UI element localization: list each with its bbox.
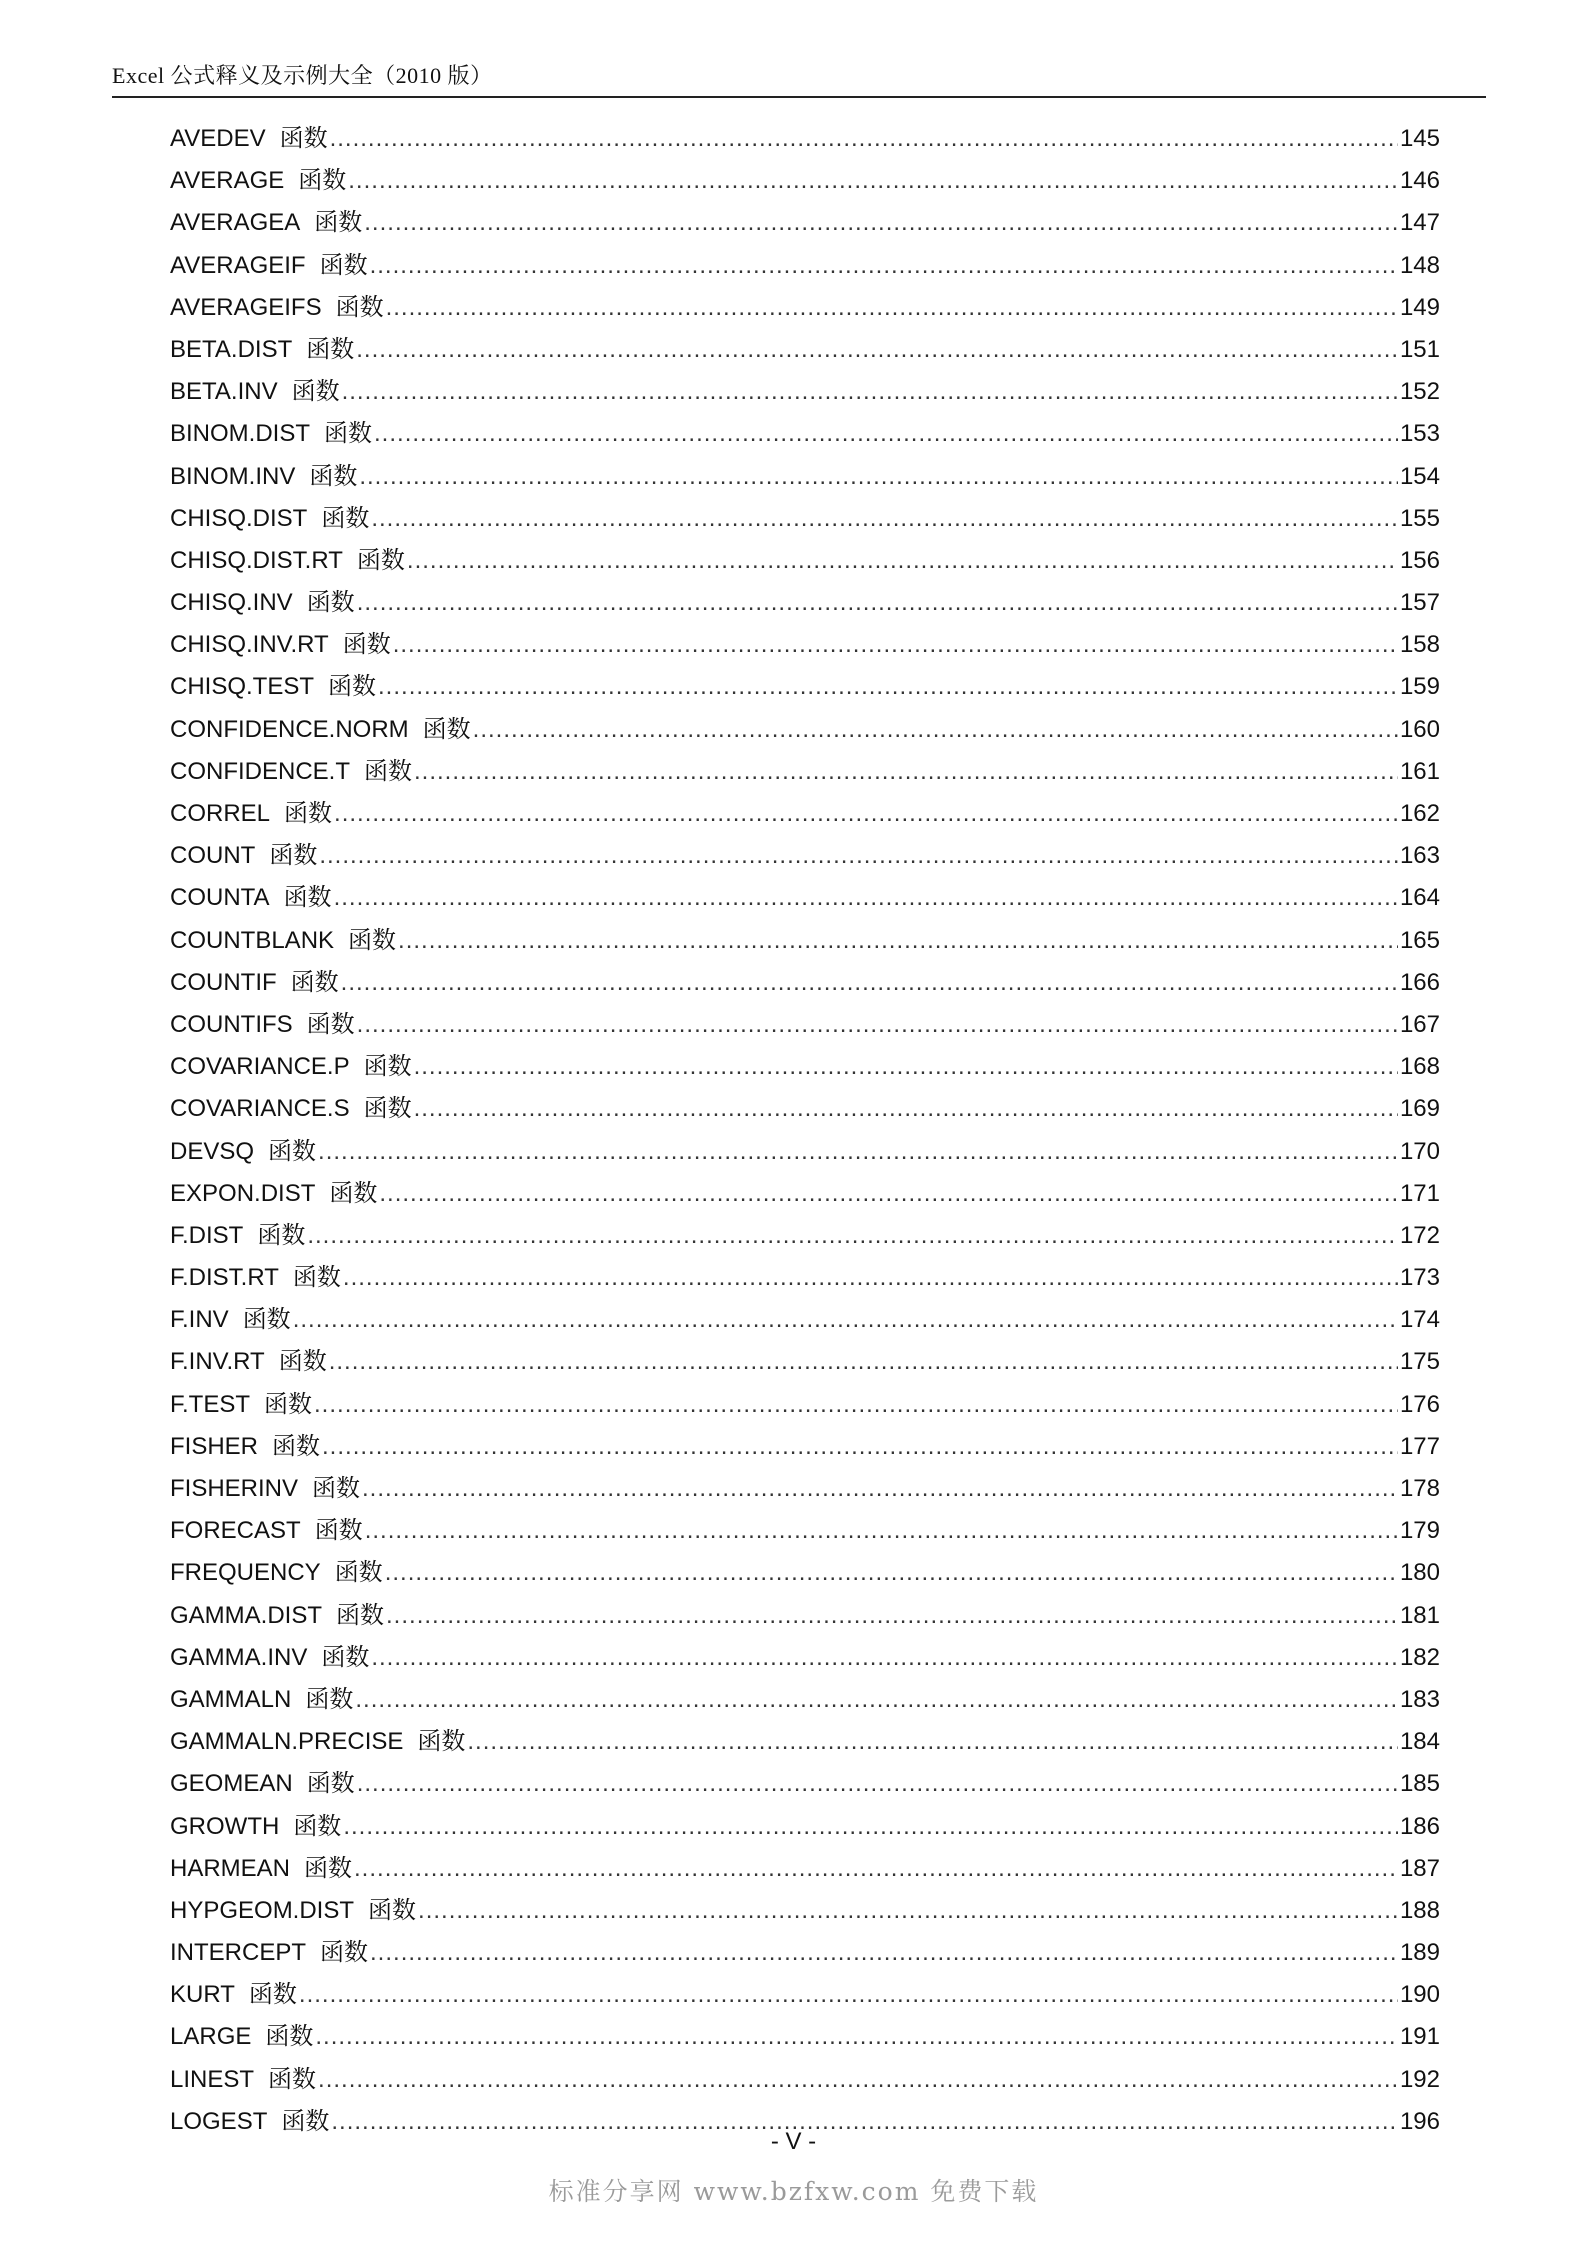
toc-entry-page: 182: [1399, 1643, 1440, 1671]
toc-entry-suffix: 函数: [336, 1601, 385, 1629]
toc-entry-name: GEOMEAN: [170, 1770, 293, 1798]
toc-entry-suffix: 函数: [284, 800, 333, 827]
toc-entry[interactable]: [170, 582, 1440, 624]
toc-entry[interactable]: [170, 2059, 1440, 2101]
toc-entry-page: 181: [1399, 1601, 1440, 1629]
dot-leader: [341, 962, 1398, 1004]
toc-entry-suffix: 函数: [264, 1390, 313, 1418]
toc-entry-name: LOGEST: [170, 2107, 268, 2135]
toc-entry-suffix: 函数: [320, 1939, 369, 1967]
toc-entry-page: 163: [1399, 842, 1440, 870]
toc-entry-page: 146: [1399, 167, 1440, 195]
toc-entry-page: 167: [1399, 1010, 1440, 1038]
toc-entry[interactable]: [170, 540, 1440, 582]
toc-entry-page: 161: [1399, 757, 1440, 785]
toc-entry[interactable]: [170, 751, 1440, 793]
toc-entry-page: 174: [1399, 1306, 1440, 1334]
toc-entry-name: GAMMALN: [170, 1685, 292, 1713]
toc-entry-page: 147: [1399, 209, 1440, 237]
dot-leader: [370, 1932, 1398, 1974]
toc-entry[interactable]: [170, 1763, 1440, 1805]
dot-leader: [386, 1595, 1398, 1637]
toc-entry-name: BETA.INV: [170, 378, 278, 406]
toc-entry-suffix: 函数: [268, 1137, 317, 1165]
toc-entry[interactable]: [170, 1299, 1440, 1341]
toc-entry-page: 188: [1399, 1896, 1440, 1924]
toc-entry[interactable]: [170, 1637, 1440, 1679]
toc-entry-suffix: 函数: [348, 926, 397, 954]
toc-entry-suffix: 函数: [312, 1475, 361, 1502]
dot-leader: [348, 160, 1398, 202]
toc-entry-name: AVEDEV: [170, 125, 266, 152]
toc-entry-suffix: 函数: [306, 1770, 355, 1798]
toc-entry-suffix: 函数: [314, 1517, 363, 1545]
toc-entry-suffix: 函数: [279, 125, 328, 152]
dot-leader: [355, 1679, 1398, 1721]
toc-entry-suffix: 函数: [265, 2023, 314, 2051]
toc-entry-suffix: 函数: [309, 462, 358, 490]
toc-entry-page: 158: [1399, 631, 1440, 659]
toc-entry[interactable]: [170, 877, 1440, 919]
toc-entry-page: 186: [1399, 1812, 1440, 1840]
toc-entry-name: CORREL: [170, 800, 271, 827]
header-title: Excel 公式释义及示例大全（2010 版）: [112, 63, 493, 88]
toc-entry[interactable]: [170, 1088, 1440, 1130]
dot-leader: [357, 1763, 1398, 1805]
toc-entry[interactable]: [170, 1932, 1440, 1974]
toc-entry[interactable]: [170, 1341, 1440, 1383]
toc-entry-name: GAMMA.DIST: [170, 1601, 323, 1629]
toc-entry-page: 168: [1399, 1053, 1440, 1081]
toc-entry-page: 169: [1399, 1095, 1440, 1123]
toc-entry-suffix: 函数: [328, 673, 377, 701]
toc-entry-page: 149: [1399, 293, 1440, 321]
toc-entry-suffix: 函数: [321, 1643, 370, 1671]
toc-entry-name: COUNTBLANK: [170, 926, 335, 954]
toc-entry[interactable]: [170, 245, 1440, 287]
page-header: [112, 58, 1486, 98]
toc-entry-page: 190: [1399, 1981, 1440, 2009]
dot-leader: [418, 1890, 1398, 1932]
toc-entry-name: AVERAGEIFS: [170, 293, 322, 321]
toc-entry-name: CHISQ.INV: [170, 589, 293, 617]
dot-leader: [362, 1468, 1398, 1510]
toc-entry-suffix: 函数: [290, 968, 339, 996]
toc-entry[interactable]: [170, 1890, 1440, 1932]
toc-entry[interactable]: [170, 835, 1440, 877]
toc-entry-name: KURT: [170, 1981, 235, 2009]
toc-entry-suffix: 函数: [324, 420, 373, 448]
toc-entry-page: 154: [1399, 462, 1440, 490]
toc-entry-suffix: 函数: [272, 1432, 321, 1460]
toc-entry-name: INTERCEPT: [170, 1939, 307, 1967]
toc-entry-name: DEVSQ: [170, 1137, 255, 1165]
toc-entry-suffix: 函数: [304, 1854, 353, 1882]
toc-entry-name: GROWTH: [170, 1812, 280, 1840]
toc-entry[interactable]: [170, 624, 1440, 666]
toc-entry[interactable]: [170, 118, 1440, 160]
toc-entry[interactable]: [170, 1974, 1440, 2016]
toc-entry-page: 178: [1399, 1475, 1440, 1502]
toc-entry-suffix: 函数: [319, 251, 368, 279]
toc-entry-suffix: 函数: [306, 335, 355, 363]
toc-entry-page: 164: [1399, 884, 1440, 912]
dot-leader: [386, 287, 1398, 329]
toc-entry[interactable]: [170, 371, 1440, 413]
dot-leader: [374, 413, 1398, 455]
dot-leader: [319, 835, 1398, 877]
toc-entry-suffix: 函数: [368, 1896, 417, 1924]
toc-entry-page: 173: [1399, 1264, 1440, 1292]
toc-entry-page: 162: [1399, 800, 1440, 827]
toc-entry-page: 152: [1399, 378, 1440, 406]
dot-leader: [398, 920, 1398, 962]
dot-leader: [467, 1721, 1398, 1763]
toc-entry[interactable]: [170, 1004, 1440, 1046]
dot-leader: [315, 2016, 1398, 2058]
toc-entry[interactable]: [170, 1173, 1440, 1215]
toc-entry-name: FISHERINV: [170, 1475, 299, 1502]
toc-entry-name: COUNT: [170, 842, 256, 870]
toc-entry-suffix: 函数: [281, 2107, 330, 2135]
dot-leader: [379, 1173, 1398, 1215]
dot-leader: [342, 371, 1398, 413]
dot-leader: [318, 1131, 1398, 1173]
toc-entry-suffix: 函数: [291, 378, 340, 406]
dot-leader: [334, 793, 1398, 835]
toc-entry-page: 183: [1399, 1685, 1440, 1713]
dot-leader: [329, 1341, 1398, 1383]
toc-entry-name: AVERAGEIF: [170, 251, 306, 279]
toc-entry-suffix: 函数: [363, 1053, 412, 1081]
toc-entry-name: COUNTIF: [170, 968, 277, 996]
dot-leader: [357, 582, 1398, 624]
toc-entry-suffix: 函数: [342, 631, 391, 659]
toc-entry-suffix: 函数: [257, 1221, 306, 1249]
dot-leader: [322, 1426, 1398, 1468]
toc-entry-name: F.INV.RT: [170, 1348, 265, 1376]
toc-entry-suffix: 函数: [364, 757, 412, 785]
dot-leader: [393, 624, 1398, 666]
toc-entry[interactable]: [170, 1595, 1440, 1637]
toc-entry-suffix: 函数: [242, 1306, 291, 1334]
dot-leader: [343, 1257, 1398, 1299]
watermark-text: 标准分享网 www.bzfxw.com 免费下载: [548, 2177, 1039, 2206]
toc-entry-suffix: 函数: [306, 1010, 355, 1038]
toc-entry-suffix: 函数: [305, 1685, 354, 1713]
toc-entry-suffix: 函数: [292, 1264, 341, 1292]
toc-entry-page: 196: [1399, 2107, 1440, 2135]
toc-entry[interactable]: [170, 1510, 1440, 1552]
toc-entry[interactable]: [170, 920, 1440, 962]
toc-entry-name: COUNTA: [170, 884, 270, 912]
dot-leader: [371, 498, 1398, 540]
dot-leader: [293, 1299, 1398, 1341]
toc-entry-name: CHISQ.INV.RT: [170, 631, 329, 659]
toc-entry-suffix: 函数: [269, 842, 318, 870]
toc-entry-page: 165: [1399, 926, 1440, 954]
dot-leader: [371, 1637, 1398, 1679]
toc-entry-suffix: 函数: [298, 167, 347, 195]
toc-entry-page: 176: [1399, 1390, 1440, 1418]
toc-entry-suffix: 函数: [283, 884, 332, 912]
dot-leader: [357, 1004, 1398, 1046]
toc-entry[interactable]: [170, 160, 1440, 202]
toc-entry-name: EXPON.DIST: [170, 1179, 316, 1207]
toc-entry-suffix: 函数: [334, 1559, 383, 1587]
toc-entry-page: 175: [1399, 1348, 1440, 1376]
dot-leader: [370, 245, 1398, 287]
toc-entry-name: F.DIST.RT: [170, 1264, 279, 1292]
toc-entry-page: 170: [1399, 1137, 1440, 1165]
dot-leader: [365, 1510, 1398, 1552]
toc-entry-page: 148: [1399, 251, 1440, 279]
toc-entry-suffix: 函数: [329, 1179, 378, 1207]
toc-entry-page: 145: [1399, 125, 1440, 152]
toc-entry-name: AVERAGE: [170, 167, 285, 195]
dot-leader: [334, 877, 1398, 919]
toc-entry-suffix: 函数: [268, 2065, 317, 2093]
toc-entry-name: COVARIANCE.P: [170, 1053, 350, 1081]
dot-leader: [364, 202, 1398, 244]
dot-leader: [318, 2059, 1398, 2101]
toc-entry-suffix: 函数: [422, 715, 471, 743]
toc-entry[interactable]: [170, 1468, 1440, 1510]
toc-entry[interactable]: [170, 1046, 1440, 1088]
toc-entry-page: 157: [1399, 589, 1440, 617]
toc-entry-name: FISHER: [170, 1432, 259, 1460]
dot-leader: [414, 751, 1398, 793]
toc-entry-page: 151: [1399, 335, 1440, 363]
dot-leader: [414, 1046, 1398, 1088]
toc-entry-name: LARGE: [170, 2023, 252, 2051]
toc-entry-suffix: 函数: [363, 1095, 412, 1123]
toc-entry-page: 179: [1399, 1517, 1440, 1545]
toc-entry[interactable]: [170, 329, 1440, 371]
toc-entry-suffix: 函数: [248, 1981, 297, 2009]
toc-entry-page: 159: [1399, 673, 1440, 701]
toc-entry-suffix: 函数: [306, 589, 355, 617]
toc-entry-page: 160: [1399, 715, 1440, 743]
toc-entry-name: GAMMA.INV: [170, 1643, 308, 1671]
page-number: - V -: [770, 2128, 817, 2155]
toc-entry-name: CHISQ.DIST.RT: [170, 546, 343, 574]
toc-entry-name: F.INV: [170, 1306, 229, 1334]
toc-entry[interactable]: [170, 1848, 1440, 1890]
toc-entry-name: CHISQ.TEST: [170, 673, 315, 701]
toc-entry-page: 185: [1399, 1770, 1440, 1798]
toc-entry[interactable]: [170, 709, 1440, 751]
toc-entry[interactable]: [170, 962, 1440, 1004]
toc-entry-suffix: 函数: [417, 1728, 466, 1756]
toc-entry[interactable]: [170, 1131, 1440, 1173]
toc-entry[interactable]: [170, 1384, 1440, 1426]
dot-leader: [407, 540, 1398, 582]
toc-entry-page: 155: [1399, 504, 1440, 532]
dot-leader: [343, 1806, 1398, 1848]
toc-entry-page: 180: [1399, 1559, 1440, 1587]
toc-entry-name: COVARIANCE.S: [170, 1095, 350, 1123]
dot-leader: [330, 118, 1398, 160]
toc-entry-name: HYPGEOM.DIST: [170, 1896, 355, 1924]
toc-entry[interactable]: [170, 1426, 1440, 1468]
toc-entry-name: CONFIDENCE.NORM: [170, 715, 409, 743]
toc-entry-suffix: 函数: [335, 293, 384, 321]
toc-entry[interactable]: [170, 1806, 1440, 1848]
toc-entry[interactable]: [170, 456, 1440, 498]
toc-entry[interactable]: [170, 1215, 1440, 1257]
toc-entry-name: BINOM.INV: [170, 462, 296, 490]
toc-entry-page: 156: [1399, 546, 1440, 574]
dot-leader: [299, 1974, 1398, 2016]
toc-entry-page: 191: [1399, 2023, 1440, 2051]
toc-entry-name: F.DIST: [170, 1221, 244, 1249]
toc-entry[interactable]: [170, 1257, 1440, 1299]
toc-entry-page: 189: [1399, 1939, 1440, 1967]
toc-entry-name: CHISQ.DIST: [170, 504, 308, 532]
toc-entry[interactable]: [170, 2016, 1440, 2058]
dot-leader: [359, 456, 1398, 498]
toc-entry-name: COUNTIFS: [170, 1010, 293, 1038]
toc-entry-page: 192: [1399, 2065, 1440, 2093]
dot-leader: [385, 1552, 1398, 1594]
toc-entry-name: HARMEAN: [170, 1854, 291, 1882]
toc-entry-name: CONFIDENCE.T: [170, 757, 350, 785]
toc-entry-suffix: 函数: [356, 546, 405, 574]
dot-leader: [314, 1384, 1398, 1426]
toc-entry-page: 187: [1399, 1854, 1440, 1882]
toc-entry[interactable]: [170, 287, 1440, 329]
toc-entry[interactable]: [170, 413, 1440, 455]
toc-entry[interactable]: [170, 202, 1440, 244]
dot-leader: [354, 1848, 1398, 1890]
toc-entry-name: GAMMALN.PRECISE: [170, 1728, 404, 1756]
toc-entry-name: FREQUENCY: [170, 1559, 321, 1587]
dot-leader: [473, 709, 1398, 751]
toc-entry-name: BETA.DIST: [170, 335, 293, 363]
toc-entry-name: AVERAGEA: [170, 209, 301, 237]
toc-entry-suffix: 函数: [321, 504, 370, 532]
toc-entry[interactable]: [170, 1552, 1440, 1594]
toc-entry-suffix: 函数: [314, 209, 363, 237]
toc-entry-page: 177: [1399, 1432, 1440, 1460]
toc-entry-page: 172: [1399, 1221, 1440, 1249]
toc-entry[interactable]: [170, 666, 1440, 708]
toc-entry-suffix: 函数: [293, 1812, 342, 1840]
toc-entry-suffix: 函数: [278, 1348, 327, 1376]
toc-entry-name: LINEST: [170, 2065, 255, 2093]
toc-entry[interactable]: [170, 498, 1440, 540]
toc-entry-name: FORECAST: [170, 1517, 301, 1545]
dot-leader: [414, 1088, 1398, 1130]
toc-entry-name: F.TEST: [170, 1390, 251, 1418]
toc-entry-page: 171: [1399, 1179, 1440, 1207]
toc-entry-page: 166: [1399, 968, 1440, 996]
dot-leader: [378, 666, 1398, 708]
table-of-contents: [170, 118, 1440, 2143]
toc-entry-page: 153: [1399, 420, 1440, 448]
toc-entry-page: 184: [1399, 1728, 1440, 1756]
dot-leader: [307, 1215, 1398, 1257]
toc-entry[interactable]: [170, 793, 1440, 835]
toc-entry[interactable]: [170, 1721, 1440, 1763]
toc-entry[interactable]: [170, 1679, 1440, 1721]
toc-entry-name: BINOM.DIST: [170, 420, 311, 448]
dot-leader: [356, 329, 1398, 371]
